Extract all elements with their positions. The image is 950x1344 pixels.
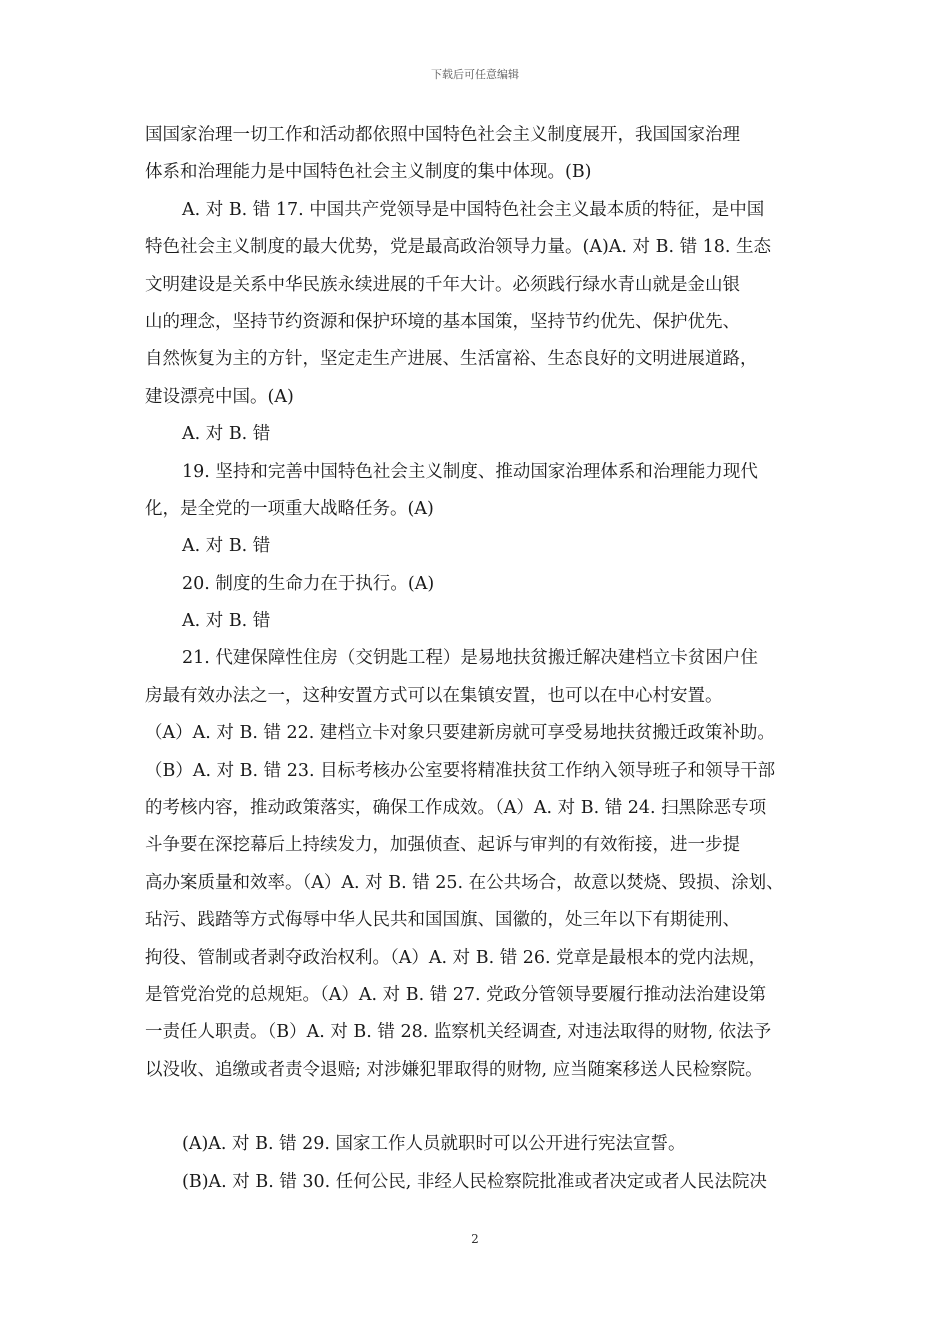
text-line: (B)A. 对 B. 错 30. 任何公民, 非经人民检察院批准或者决定或者人民法院决 [182,1171,767,1192]
text-line: (A)A. 对 B. 错 29. 国家工作人员就职时可以公开进行宪法宣誓。 [182,1134,686,1155]
text-line: 化，是全党的一项重大战略任务。(A) [145,498,434,519]
text-line: 特色社会主义制度的最大优势，党是最高政治领导力量。(A)A. 对 B. 错 18. 生态 [145,237,772,258]
text-line: 自然恢复为主的方针，坚定走生产进展、生活富裕、生态良好的文明进展道路， [145,349,758,370]
text-line: 拘役、管制或者剥夺政治权利。（A）A. 对 B. 错 26. 党章是最根本的党内法规， [145,947,767,968]
text-line: （A）A. 对 B. 错 22. 建档立卡对象只要建新房就可享受易地扶贫搬迁政策补助。 [145,723,775,744]
text-line: 19. 坚持和完善中国特色社会主义制度、推动国家治理体系和治理能力现代 [182,461,758,482]
text-line: 山的理念，坚持节约资源和保护环境的基本国策，坚持节约优先、保护优先、 [145,311,740,332]
text-line: A. 对 B. 错 [182,424,271,445]
text-line: （B）A. 对 B. 错 23. 目标考核办公室要将精准扶贫工作纳入领导班子和领导干部 [145,760,776,781]
text-line: 斗争要在深挖幕后上持续发力，加强侦查、起诉与审判的有效衔接，进一步提 [145,835,740,856]
page-number: 2 [471,1232,479,1246]
text-line: 20. 制度的生命力在于执行。(A) [182,573,435,594]
text-line: 以没收、追缴或者责令退赔; 对涉嫌犯罪取得的财物, 应当随案移送人民检察院。 [145,1059,763,1080]
paragraph-gap [145,1089,815,1126]
document-body [145,117,815,1201]
text-line: A. 对 B. 错 17. 中国共产党领导是中国特色社会主义最本质的特征，是中国 [182,199,765,220]
text-line: 的考核内容，推动政策落实，确保工作成效。（A）A. 对 B. 错 24. 扫黑除恶专项 [145,798,767,819]
text-line: 是管党治党的总规矩。（A）A. 对 B. 错 27. 党政分管领导要履行推动法治建设第 [145,984,767,1005]
text-line: 房最有效办法之一，这种安置方式可以在集镇安置，也可以在中心村安置。 [145,685,723,706]
text-line: 体系和治理能力是中国特色社会主义制度的集中体现。(B) [145,162,592,183]
text-line: 建设漂亮中国。(A) [145,386,294,407]
text-line: A. 对 B. 错 [182,536,271,557]
text-line: 一责任人职责。（B）A. 对 B. 错 28. 监察机关经调查, 对违法取得的财物, 依法予 [145,1022,772,1043]
text-line: 21. 代建保障性住房（交钥匙工程）是易地扶贫搬迁解决建档立卡贫困户住 [182,648,758,669]
text-line: 玷污、践踏等方式侮辱中华人民共和国国旗、国徽的，处三年以下有期徒刑、 [145,910,740,931]
text-line: 高办案质量和效率。（A）A. 对 B. 错 25. 在公共场合，故意以焚烧、毁损、涂划、 [145,872,784,893]
text-line: 文明建设是关系中华民族永续进展的千年大计。必须践行绿水青山就是金山银 [145,274,740,295]
text-line: 国国家治理一切工作和活动都依照中国特色社会主义制度展开，我国国家治理 [145,125,740,145]
text-line: A. 对 B. 错 [182,611,271,632]
page-header: 下载后可任意编辑 [431,68,519,81]
